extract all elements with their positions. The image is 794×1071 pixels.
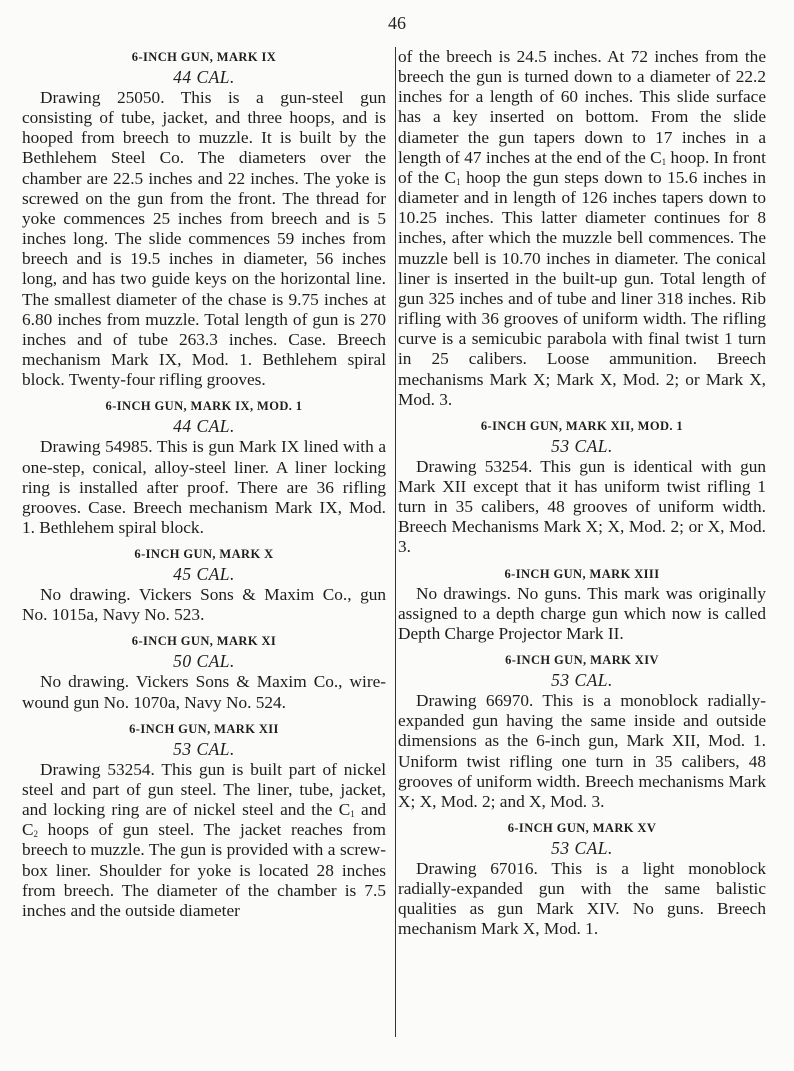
- section-paragraph: Drawing 53254. This gun is identical with gun Mark XII except that it has uniform twist rifling 1 turn in 35 calibers, 48 grooves of uniform width. Breech Mechanisms Mark X; X, Mod. 2; or X, Mod. 3.: [398, 456, 766, 557]
- subscript: 1: [350, 809, 355, 820]
- section-mark-xiv: [398, 650, 766, 812]
- section-paragraph: Drawing 67016. This is a light monoblock radially-expanded gun with the same balistic qualities as gun Mark XIV. No guns. Breech mechanism Mark X, Mod. 1.: [398, 859, 766, 939]
- section-heading: 6-INCH GUN, MARK XV: [507, 821, 657, 835]
- section-mark-xii-mod-1: [398, 416, 766, 558]
- section-paragraph: No drawing. Vickers Sons & Maxim Co., gun No. 1015a, Navy No. 523.: [22, 585, 386, 625]
- caliber-label: 44 CAL.: [173, 416, 235, 437]
- column-divider: [395, 47, 396, 1037]
- section-heading: 6-INCH GUN, MARK XIV: [505, 653, 659, 668]
- section-paragraph: [22, 760, 386, 921]
- paragraph-text: Drawing 53254. This gun is built part of nickel steel and part of gun steel. The liner, tube, jacket, and locking ring are of nickel steel and the C: [22, 759, 386, 820]
- section-mark-xv: [398, 818, 766, 940]
- subscript: 1: [661, 156, 667, 167]
- section-heading: 6-INCH GUN, MARK X: [134, 547, 274, 562]
- section-mark-xiii: [398, 564, 766, 644]
- section-mark-xi: [22, 631, 386, 712]
- section-paragraph: No drawings. No guns. This mark was originally assigned to a depth charge gun which now is called Depth Charge Projector Mark II.: [398, 583, 766, 643]
- section-heading: 6-INCH GUN, MARK IX: [131, 50, 277, 64]
- continued-paragraph: [398, 47, 766, 410]
- caliber-label: 53 CAL.: [551, 435, 613, 456]
- caliber-label: 50 CAL.: [173, 651, 235, 672]
- section-heading: 6-INCH GUN, MARK IX, MOD. 1: [105, 399, 303, 414]
- subscript: 2: [33, 829, 39, 840]
- section-mark-xii: [22, 719, 386, 921]
- paragraph-text: hoops of gun steel. The jacket reaches from breech to muzzle. The gun is provided with a screw-box liner. Shoulder for yoke is located 28 inches from breech. The diameter of the chamber is 7.5 inches and the outside diameter: [22, 820, 386, 920]
- paragraph-text: hoop. In front of the C: [398, 147, 766, 187]
- caliber-label: 45 CAL.: [173, 564, 235, 585]
- section-paragraph: Drawing 66970. This is a monoblock radially-expanded gun having the same inside and outside dimensions as the 6-inch gun, Mark XII, Mod. 1. Uniform twist rifling one turn in 35 calibers, 48 grooves of uniform width. Breech mechanisms Mark X; X, Mod. 2; and X, Mod. 3.: [398, 691, 766, 811]
- section-mark-ix-mod-1: [22, 396, 386, 538]
- paragraph-text: and C: [22, 800, 386, 840]
- right-column: [398, 47, 766, 946]
- subscript: 1: [456, 176, 461, 187]
- section-mark-x: [22, 544, 386, 625]
- section-heading: 6-INCH GUN, MARK XI: [131, 634, 277, 649]
- section-heading: 6-INCH GUN, MARK XIII: [504, 566, 660, 581]
- caliber-label: 53 CAL.: [551, 670, 613, 691]
- section-heading: 6-INCH GUN, MARK XII, MOD. 1: [480, 418, 684, 433]
- caliber-label: 53 CAL.: [173, 738, 235, 759]
- caliber-label: 53 CAL.: [551, 838, 613, 858]
- paragraph-text: hoop the gun steps down to 15.6 inches in diameter and in length of 126 inches tapers down to 10.25 inches. This latter diameter continues for 8 inches, after which the muzzle bell commences. The muzzle bell is 10.70 inches in diameter. The conical liner is inserted in the built-up gun. Total length of gun 325 inches and of tube and liner 318 inches. Rib rifling with 36 grooves of uniform width. The rifling curve is a semicubic parabola with final twist 1 turn in 25 calibers. Loose ammunition. Breech mechanisms Mark X; Mark X, Mod. 2; or Mark X, Mod. 3.: [398, 167, 766, 409]
- section-paragraph: Drawing 25050. This is a gun-steel gun consisting of tube, jacket, and three hoops, and is hooped from breech to muzzle. It is built by the Bethlehem Steel Co. The diameters over the chamber are 22.5 inches and 22 inches. The yoke is screwed on the gun from the front. The thread for yoke commences 25 inches from breech and is 5 inches long. The slide commences 59 inches from breech and is 19.5 inches in diameter, 56 inches long, and has two guide keys on the horizontal line. The smallest diameter of the chase is 9.75 inches at 6.80 inches from muzzle. Total length of gun is 270 inches and of tube 263.3 inches. Case. Breech mechanism Mark IX, Mod. 1. Bethlehem spiral block. Twenty-four rifling grooves.: [22, 88, 386, 390]
- section-paragraph: Drawing 54985. This is gun Mark IX lined with a one-step, conical, alloy-steel liner. A liner locking ring is installed after proof. There are 36 rifling grooves. Case. Breech mechanism Mark IX, Mod. 1. Bethlehem spiral block.: [22, 437, 386, 537]
- section-mark-ix: [22, 47, 386, 390]
- caliber-label: 44 CAL.: [173, 67, 235, 87]
- section-paragraph: No drawing. Vickers Sons & Maxim Co., wire-wound gun No. 1070a, Navy No. 524.: [22, 672, 386, 712]
- section-heading: 6-INCH GUN, MARK XII: [129, 721, 279, 736]
- page-number: 46: [388, 13, 406, 33]
- paragraph-text: of the breech is 24.5 inches. At 72 inches from the breech the gun is turned down to a diameter of 22.2 inches for a length of 60 inches. This slide surface has a key inserted on bottom. From the slide diameter the gun tapers down to 17 inches in a length of 47 inches at the end of the C: [398, 47, 766, 167]
- left-column: [22, 47, 386, 927]
